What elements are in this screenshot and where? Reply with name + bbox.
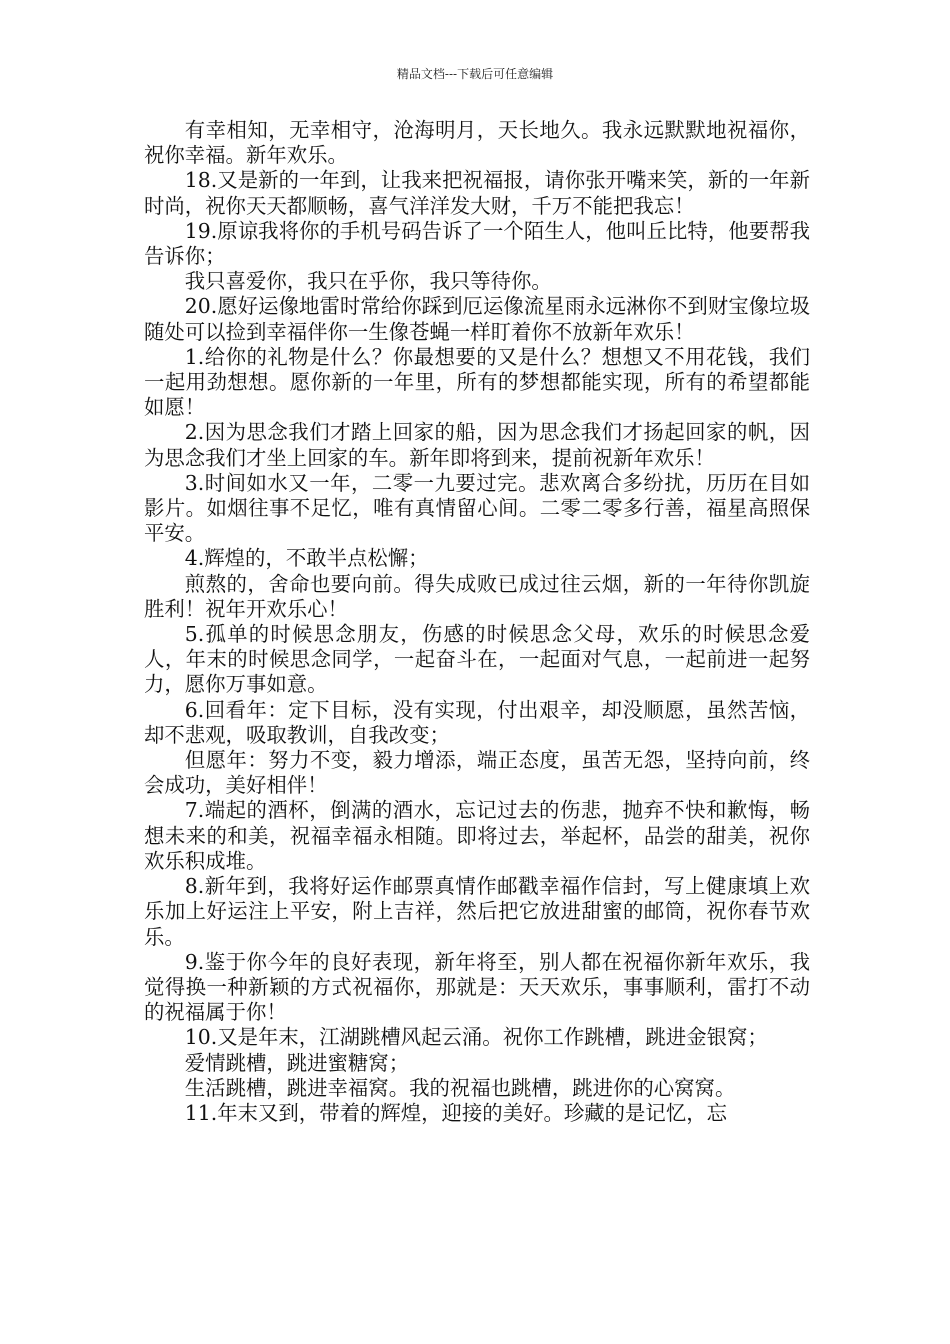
paragraph: 1.给你的礼物是什么？你最想要的又是什么？想想又不用花钱，我们一起用劲想想。愿你新的一年里，所有的梦想都能实现，所有的希望都能如愿！ [144,344,810,420]
paragraph: 但愿年：努力不变，毅力增添，端正态度，虽苦无怨，坚持向前，终会成功，美好相伴！ [144,748,810,798]
paragraph: 2.因为思念我们才踏上回家的船，因为思念我们才扬起回家的帆，因为思念我们才坐上回家的车。新年即将到来，提前祝新年欢乐！ [144,420,810,470]
paragraph: 7.端起的酒杯，倒满的酒水，忘记过去的伤悲，抛弃不快和歉悔，畅想未来的和美，祝福幸福永相随。即将过去，举起杯，品尝的甜美，祝你欢乐积成堆。 [144,798,810,873]
paragraph: 爱情跳槽，跳进蜜糖窝； [184,1050,410,1075]
paragraph: 20.愿好运像地雷时常给你踩到厄运像流星雨永远淋你不到财宝像垃圾随处可以捡到幸福伴你一生像苍蝇一样盯着你不放新年欢乐！ [144,294,810,344]
paragraph: 18.又是新的一年到，让我来把祝福报，请你张开嘴来笑，新的一年新时尚，祝你天天都顺畅，喜气洋洋发大财，千万不能把我忘！ [144,168,810,218]
paragraph: 煎熬的，舍命也要向前。得失成败已成过往云烟，新的一年待你凯旋胜利！祝年开欢乐心！ [144,571,810,621]
paragraph: 有幸相知，无幸相守，沧海明月，天长地久。我永远默默地祝福你，祝你幸福。新年欢乐。 [144,118,810,168]
paragraph: 4.辉煌的，不敢半点松懈； [184,546,429,571]
paragraph: 6.回看年：定下目标，没有实现，付出艰辛，却没顺愿，虽然苦恼，却不悲观，吸取教训，自我改变； [144,697,810,747]
document-body [144,118,810,1126]
paragraph: 19.原谅我将你的手机号码告诉了一个陌生人，他叫丘比特，他要帮我告诉你； [144,218,810,269]
page-header: 精品文档---下载后可任意编辑 [396,67,554,81]
paragraph: 8.新年到，我将好运作邮票真情作邮戳幸福作信封，写上健康填上欢乐加上好运注上平安，附上吉祥，然后把它放进甜蜜的邮筒，祝你春节欢乐。 [144,874,810,949]
paragraph: 我只喜爱你，我只在乎你，我只等待你。 [184,269,552,294]
paragraph: 9.鉴于你今年的良好表现，新年将至，别人都在祝福你新年欢乐，我觉得换一种新颖的方式祝福你，那就是：天天欢乐，事事顺利，雷打不动的祝福属于你！ [144,949,810,1025]
paragraph: 生活跳槽，跳进幸福窝。我的祝福也跳槽，跳进你的心窝窝。 [184,1075,736,1100]
paragraph: 5.孤单的时候思念朋友，伤感的时候思念父母，欢乐的时候思念爱人，年末的时候思念同学，一起奋斗在，一起面对气息，一起前进一起努力，愿你万事如意。 [144,622,810,697]
paragraph: 11.年末又到，带着的辉煌，迎接的美好。珍藏的是记忆，忘 [184,1100,727,1125]
paragraph: 3.时间如水又一年，二零一九要过完。悲欢离合多纷扰，历历在目如影片。如烟往事不足忆，唯有真情留心间。二零二零多行善，福星高照保平安。 [144,470,810,546]
paragraph: 10.又是年末，江湖跳槽风起云涌。祝你工作跳槽，跳进金银窝； [184,1025,768,1050]
